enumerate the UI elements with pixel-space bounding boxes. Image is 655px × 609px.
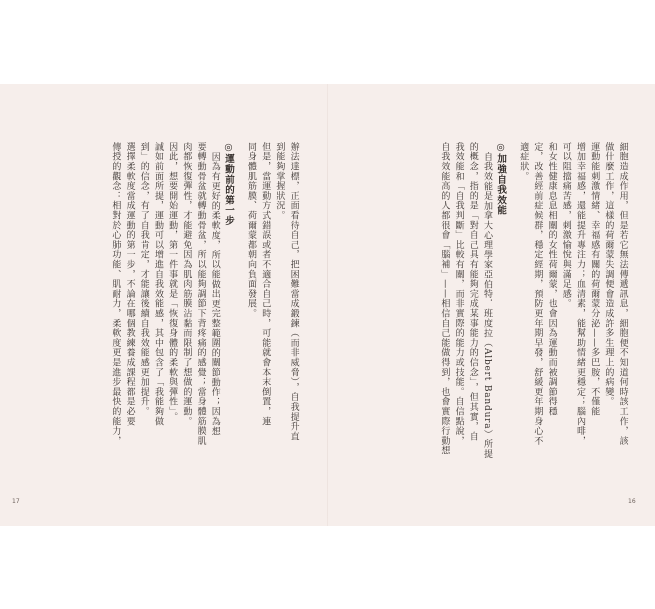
book-spread [0, 84, 655, 526]
text-column: 辦法達標，正面看待自己，把困難當成鍛鍊（而非威脅），自我提升直 [288, 142, 299, 442]
text-column: 自我效能是加拿大心理學家亞伯特．班度拉（Albert Bandura）所提 [481, 152, 492, 459]
text-column: 同身體肌筋膜、荷爾蒙都朝向負面發展。 [245, 142, 256, 319]
text-column: 適症狀。 [518, 142, 529, 182]
right-page [328, 84, 655, 526]
text-column: 自我效能高的人都很會「腦補」——相信自己能做得到，也會實際行動想 [439, 142, 450, 456]
section-heading: ◎運動前的第一步 [222, 142, 234, 226]
section-heading: ◎加強自我效能 [495, 142, 507, 216]
text-column: 肉都恢復彈性，才能避免因為肌肉筋膜沾黏而限制了想做的運動。 [181, 142, 192, 427]
right-page-number: 16 [628, 498, 636, 505]
text-column: 細胞造成作用，但是若它無法傳遞訊息，細胞便不知道何時該工作，該 [617, 142, 628, 446]
text-column: 因為有更好的柔軟度，所以能做出更完整範圍的關節動作；因為想 [209, 152, 220, 437]
text-column: 運動能刺激情緒、幸福感有關的荷爾蒙分泌——多巴胺，不僅能 [589, 142, 600, 417]
text-column: 到能夠掌握狀況。 [274, 142, 285, 221]
text-column: 和女性健康息息相關的女性荷爾蒙，也會因為運動而被調節得穩 [546, 142, 557, 417]
text-column: 我效能和「自我判斷」比較有關，而非實際的能力或技能。自信點說， [453, 142, 464, 446]
text-column: 的概念，指的是「對自己具有能夠完成某事能力的信念」，但其實，自 [467, 142, 478, 442]
text-column: 傳授的觀念：相對於心肺功能、肌耐力，柔軟度更是進步最快的能力， [110, 142, 121, 446]
text-column: 誠如前面所提，運動可以增進自我效能感，其中包含了「我能夠做 [152, 142, 163, 427]
left-page [0, 84, 327, 526]
text-column: 選擇柔軟度當成運動的第一步，不論在哪個教練養成課程都是必要 [124, 142, 135, 427]
text-column: 到」的信念，有了自我肯定，才能讓後續自我效能感更加提升。 [138, 142, 149, 417]
text-column: 要轉動骨盆就轉動骨盆，所以能夠調節下背疼痛的感覺；當身體筋膜肌 [195, 142, 206, 446]
text-column: 做什麼工作，這樣的荷爾蒙失調便會造成許多生理上的病變。 [603, 142, 614, 407]
text-column: 增加幸福感，還能提升專注力；血清素，能幫助情緒更穩定；腦內啡， [574, 142, 585, 446]
text-column: 因此，想要開始運動，第一件事就是「恢復身體的柔軟與彈性」。 [167, 142, 178, 422]
text-column: 定，改善經前症候群，穩定經期，預防更年期早發，舒緩更年期身心不 [532, 142, 543, 446]
text-column: 可以阻擋痛苦感，刺激愉悅與滿足感。 [560, 142, 571, 309]
text-column: 但是，當運動方式錯誤或者不適合自己時，可能就會本末倒置，連 [260, 142, 271, 427]
left-page-number: 17 [12, 498, 20, 505]
book-gutter [327, 84, 328, 526]
